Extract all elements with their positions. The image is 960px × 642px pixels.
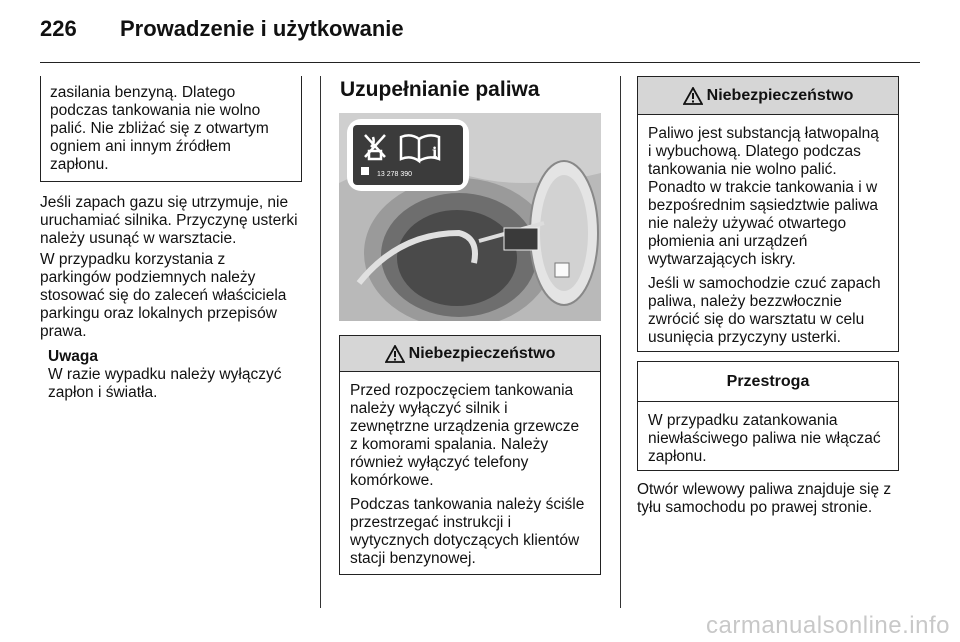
danger-box-heading (340, 336, 600, 372)
column-divider-left (320, 76, 321, 608)
warning-triangle-icon (385, 345, 405, 363)
danger-box-flammable (637, 76, 899, 352)
section-title: Uzupełnianie paliwa (340, 78, 540, 101)
danger-box-refuel (339, 335, 601, 575)
header-divider (40, 62, 920, 63)
note-label: Uwaga (48, 348, 98, 365)
caution-text: W przypadku zatankowania niewłaściwego paliwa nie włączać zapłonu. (648, 412, 881, 465)
caution-box (637, 361, 899, 471)
danger-box-heading (638, 77, 898, 115)
warning-triangle-icon (683, 87, 703, 105)
continued-warning-box (40, 76, 302, 182)
paragraph-underground-parking: W przypadku korzystania z parkingów podziemnych należy stosować się do zaleceń właściciela parkingu oraz lokalnych przepisów prawa. (40, 251, 287, 340)
danger-heading-text: Niebezpieczeństwo (408, 344, 556, 362)
page-number: 226 (40, 16, 77, 41)
fuel-filler-illustration (339, 113, 601, 321)
column-divider-right (620, 76, 621, 608)
continued-warning-text: zasilania benzyną. Dlatego podczas tankowania nie wolno palić. Nie zbliżać się z otwartym ogniem ani innym źródłem zapłonu. (50, 84, 269, 173)
page-title: Prowadzenie i użytkowanie (120, 16, 404, 41)
fuel-filler-photo (339, 113, 601, 321)
paragraph-gas-smell: Jeśli zapach gazu się utrzymuje, nie uruchamiać silnika. Przyczynę usterki należy usunąć w warsztacie. (40, 194, 298, 247)
danger-text-flammable: Paliwo jest substancją łatwopalną i wybuchową. Dlatego podczas tankowania nie wolno palić. Ponadto w trakcie tankowania i w bezpośrednim sąsiedztwie paliwa nie należy używać otwartego płomienia ani urządzeń wytwarzających iskry. (648, 125, 879, 268)
watermark: carmanualsonline.info (706, 612, 950, 639)
photo-label-number: 13 278 390 (377, 171, 413, 178)
danger-heading-text: Niebezpieczeństwo (706, 86, 854, 104)
caution-heading-text: Przestroga (726, 372, 810, 390)
danger-text-engine-off: Przed rozpoczęciem tankowania należy wyłączyć silnik i zewnętrzne urządzenia grzewcze z komorami spalania. Należy również wyłączyć telefony komórkowe. (350, 382, 580, 489)
svg-text:i: i (432, 145, 438, 161)
note-text: W razie wypadku należy wyłączyć zapłon i światła. (48, 366, 282, 401)
paragraph-filler-location: Otwór wlewowy paliwa znajduje się z tyłu samochodu po prawej stronie. (637, 481, 892, 516)
caution-box-heading (638, 362, 898, 402)
page-header (40, 16, 920, 56)
danger-text-fuel-smell: Jeśli w samochodzie czuć zapach paliwa, należy bezzwłocznie zwrócić się do warsztatu w celu usunięcia przyczyny usterki. (648, 275, 881, 346)
danger-text-station-rules: Podczas tankowania należy ściśle przestrzegać instrukcji i wytycznych dotyczących klientów stacji benzynowej. (350, 496, 585, 567)
